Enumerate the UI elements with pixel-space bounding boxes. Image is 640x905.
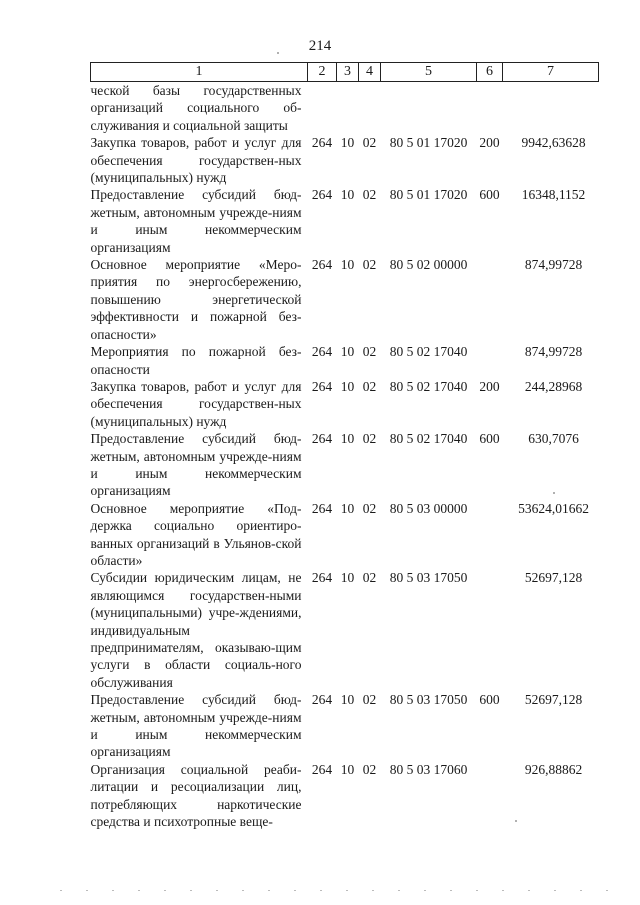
table-row (91, 256, 599, 343)
section-code: 10 (340, 500, 355, 516)
admin-code: 264 (311, 692, 333, 708)
subsection-code: 02 (362, 187, 377, 203)
expense-type-code (477, 343, 503, 378)
section-code: 10 (340, 431, 355, 447)
amount (503, 82, 599, 135)
table-row (91, 343, 599, 378)
section-code: 10 (340, 257, 355, 273)
row-description: Субсидии юридическим лицам, не являющимся государствен-ными (муниципальными) учре-ждениями, индивидуальным предпринимателям, оказываю-щим услуги в области социаль-ного обслуживания (90, 570, 302, 690)
column-header-6: 6 (477, 63, 503, 82)
table-header-row (91, 63, 599, 82)
row-description: Мероприятия по пожарной без-опасности (90, 344, 302, 377)
section-code (337, 82, 359, 135)
amount: 926,88862 (524, 761, 583, 777)
subsection-code: 02 (362, 692, 377, 708)
column-header-4: 4 (359, 63, 381, 82)
target-article-code: 80 5 03 17060 (389, 761, 468, 777)
subsection-code: 02 (362, 500, 377, 516)
expense-type-code: 600 (479, 187, 500, 203)
row-description: Закупка товаров, работ и услуг для обеспечения государствен-ных (муниципальных) нужд (90, 135, 302, 186)
row-description: Предоставление субсидий бюд-жетным, автономным учрежде-ниям и иным некоммерческим организациям (90, 692, 302, 760)
admin-code: 264 (311, 187, 333, 203)
target-article-code: 80 5 01 17020 (389, 187, 468, 203)
amount: 630,7076 (528, 431, 579, 447)
scan-speck (515, 820, 517, 822)
column-header-3: 3 (337, 63, 359, 82)
table-row (91, 134, 599, 186)
amount: 52697,128 (524, 692, 583, 708)
expense-type-code: 200 (479, 135, 500, 151)
target-article-code: 80 5 02 00000 (389, 257, 468, 273)
admin-code: 264 (311, 135, 333, 151)
amount: 9942,63628 (521, 135, 586, 151)
section-code: 10 (340, 761, 355, 777)
section-code: 10 (340, 344, 355, 360)
admin-code: 264 (311, 257, 333, 273)
subsection-code: 02 (362, 761, 377, 777)
subsection-code: 02 (362, 570, 377, 586)
target-article-code: 80 5 03 17050 (389, 692, 468, 708)
budget-table (90, 62, 599, 830)
table-row (91, 82, 599, 135)
table-row (91, 691, 599, 761)
section-code: 10 (340, 692, 355, 708)
subsection-code: 02 (362, 378, 377, 394)
target-article-code: 80 5 02 17040 (389, 431, 468, 447)
admin-code: 264 (311, 344, 333, 360)
scan-speck (553, 492, 555, 494)
table-row (91, 761, 599, 831)
target-article-code (381, 82, 477, 135)
column-header-1: 1 (91, 63, 308, 82)
target-article-code: 80 5 02 17040 (389, 344, 468, 360)
subsection-code (359, 82, 381, 135)
row-description: Предоставление субсидий бюд-жетным, автономным учрежде-ниям и иным некоммерческим организациям (90, 187, 302, 255)
page-number: 214 (308, 38, 332, 54)
admin-code: 264 (311, 570, 333, 586)
column-header-5: 5 (381, 63, 477, 82)
admin-code: 264 (311, 431, 333, 447)
amount: 874,99728 (524, 344, 583, 360)
target-article-code: 80 5 03 00000 (389, 500, 468, 516)
expense-type-code: 600 (479, 431, 500, 447)
section-code: 10 (340, 187, 355, 203)
subsection-code: 02 (362, 344, 377, 360)
row-description: Основное мероприятие «Под-держка социально ориентиро-ванных организаций в Ульянов-ской области» (90, 500, 302, 568)
admin-code: 264 (311, 761, 333, 777)
section-code: 10 (340, 378, 355, 394)
expense-type-code (477, 256, 503, 343)
amount: 53624,01662 (518, 500, 589, 516)
target-article-code: 80 5 01 17020 (389, 135, 468, 151)
section-code: 10 (340, 570, 355, 586)
amount: 874,99728 (524, 257, 583, 273)
amount: 16348,1152 (521, 187, 586, 203)
row-description: Предоставление субсидий бюд-жетным, автономным учрежде-ниям и иным некоммерческим организациям (90, 431, 302, 499)
row-description: Основное мероприятие «Меро-приятия по энергосбережению, повышению энергетической эффективности и пожарной без-опасности» (90, 257, 302, 342)
scan-speck (277, 52, 279, 54)
table-row (91, 500, 599, 570)
subsection-code: 02 (362, 431, 377, 447)
subsection-code: 02 (362, 135, 377, 151)
expense-type-code (477, 761, 503, 831)
subsection-code: 02 (362, 257, 377, 273)
table-row (91, 186, 599, 256)
table-row (91, 569, 599, 691)
admin-code: 264 (311, 500, 333, 516)
admin-code (308, 82, 337, 135)
expense-type-code: 200 (479, 378, 500, 394)
column-header-2: 2 (308, 63, 337, 82)
admin-code: 264 (311, 378, 333, 394)
table-row (91, 378, 599, 430)
expense-type-code (477, 82, 503, 135)
section-code: 10 (340, 135, 355, 151)
scan-noise (60, 890, 630, 891)
row-description: ческой базы государственных организаций социального об-служивания и социальной защиты (90, 83, 302, 133)
expense-type-code: 600 (479, 692, 500, 708)
row-description: Организация социальной реаби-литации и ресоциализации лиц, потребляющих наркотические средства и психотропные веще- (90, 761, 302, 830)
expense-type-code (477, 569, 503, 691)
amount: 52697,128 (524, 570, 583, 586)
row-description: Закупка товаров, работ и услуг для обеспечения государствен-ных (муниципальных) нужд (90, 378, 302, 429)
table-row (91, 430, 599, 500)
column-header-7: 7 (503, 63, 599, 82)
target-article-code: 80 5 02 17040 (389, 378, 468, 394)
amount: 244,28968 (524, 378, 583, 394)
target-article-code: 80 5 03 17050 (389, 570, 468, 586)
expense-type-code (477, 500, 503, 570)
